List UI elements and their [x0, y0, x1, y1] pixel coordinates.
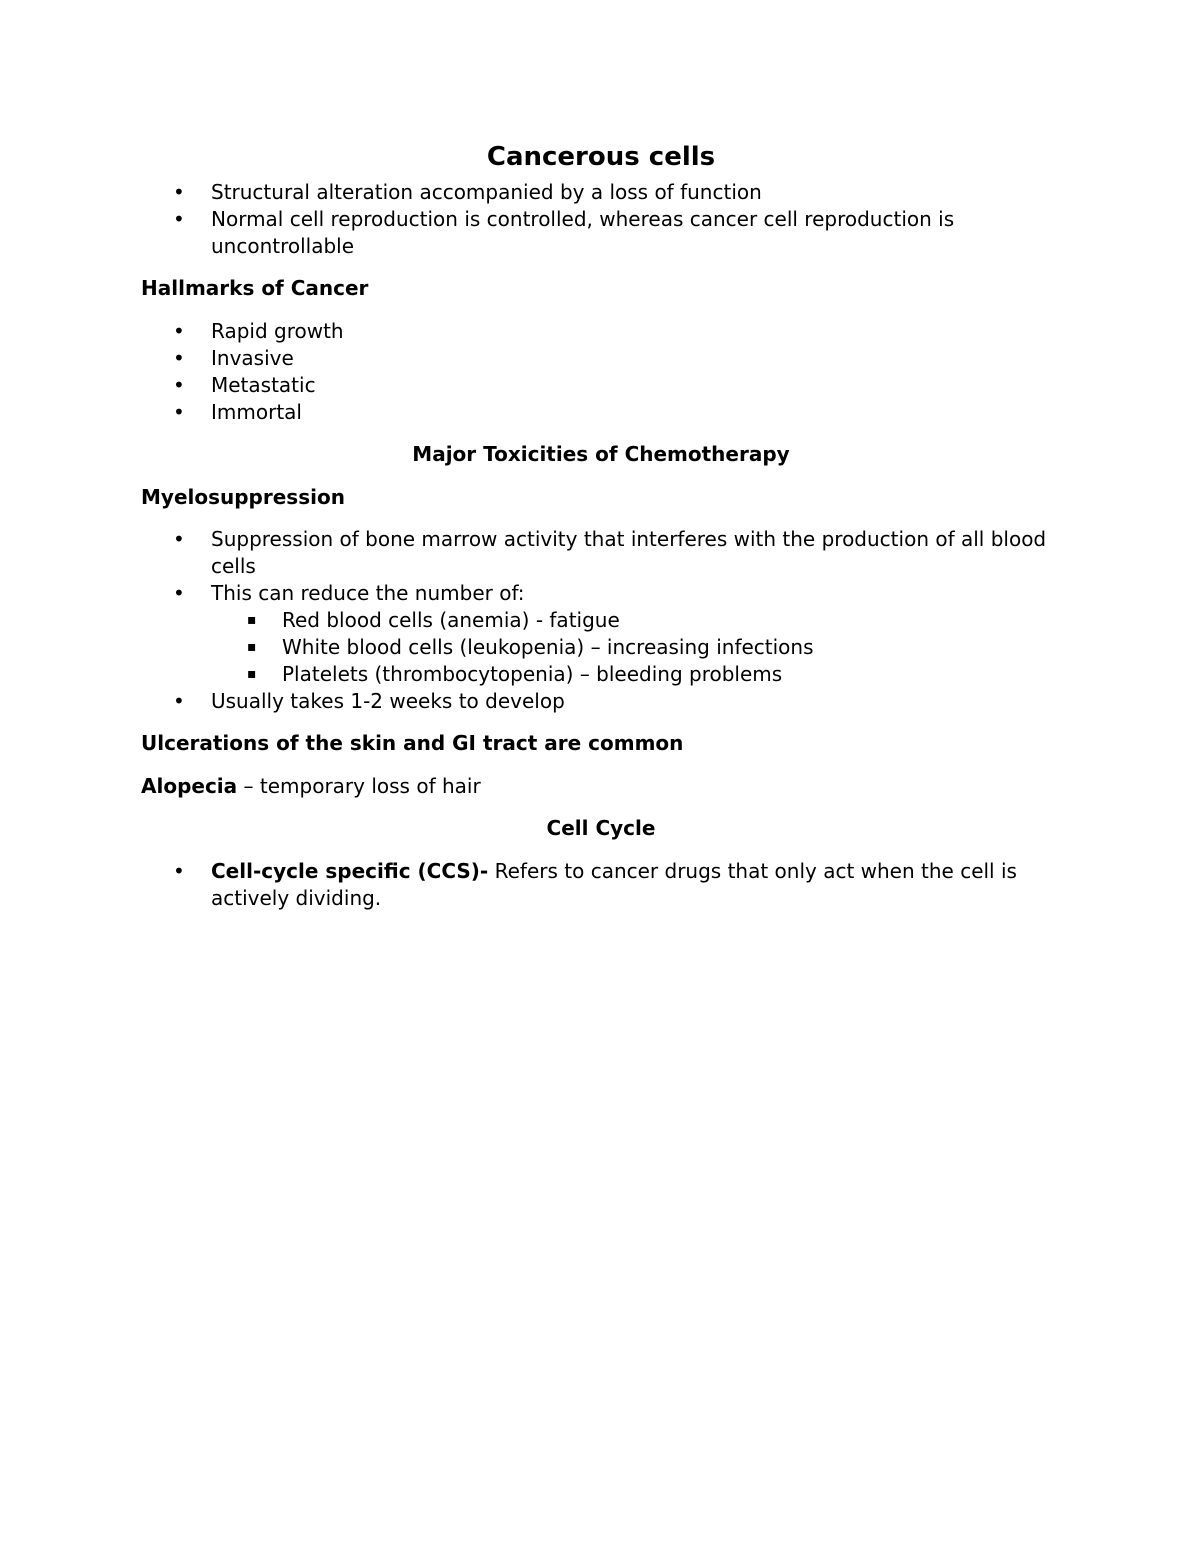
ccs-definition: Refers to cancer drugs that only act when the cell is actively dividing.	[211, 859, 1017, 910]
myelosuppression-heading: Myelosuppression	[141, 485, 345, 509]
cell-cycle-list	[141, 858, 1061, 912]
list-item: • Normal cell reproduction is controlled, whereas cancer cell reproduction is uncontrollable	[141, 206, 1061, 260]
list-item: • Invasive	[141, 345, 1061, 372]
hallmarks-heading: Hallmarks of Cancer	[141, 276, 369, 300]
ulcerations-heading: Ulcerations of the skin and GI tract are common	[141, 731, 684, 755]
list-item	[141, 858, 1061, 912]
ccs-term: Cell-cycle specific (CCS)-	[211, 859, 489, 883]
intro-list	[141, 179, 1061, 260]
list-item: • Usually takes 1-2 weeks to develop	[141, 688, 1061, 715]
sublist-item: ▪ White blood cells (leukopenia) – increasing infections	[141, 634, 1061, 661]
alopecia-definition: – temporary loss of hair	[237, 774, 481, 798]
sublist-item: ▪ Platelets (thrombocytopenia) – bleeding problems	[141, 661, 1061, 688]
list-item	[141, 580, 1061, 688]
cell-cycle-heading: Cell Cycle	[546, 816, 656, 840]
sublist	[211, 607, 1061, 688]
list-item: • Rapid growth	[141, 318, 1061, 345]
myelosuppression-list	[141, 526, 1061, 715]
alopecia-term: Alopecia	[141, 774, 238, 798]
list-item: • Suppression of bone marrow activity that interferes with the production of all blood cells	[141, 526, 1061, 580]
list-item: • Immortal	[141, 399, 1061, 426]
alopecia-line	[141, 773, 1061, 800]
list-item-text: This can reduce the number of:	[211, 581, 525, 605]
list-item: • Metastatic	[141, 372, 1061, 399]
list-item: • Structural alteration accompanied by a loss of function	[141, 179, 1061, 206]
page-title: Cancerous cells	[486, 142, 716, 172]
sublist-item: ▪ Red blood cells (anemia) - fatigue	[141, 607, 1061, 634]
document-content	[141, 138, 1061, 912]
hallmarks-list	[141, 318, 1061, 426]
toxicities-heading: Major Toxicities of Chemotherapy	[412, 442, 790, 466]
